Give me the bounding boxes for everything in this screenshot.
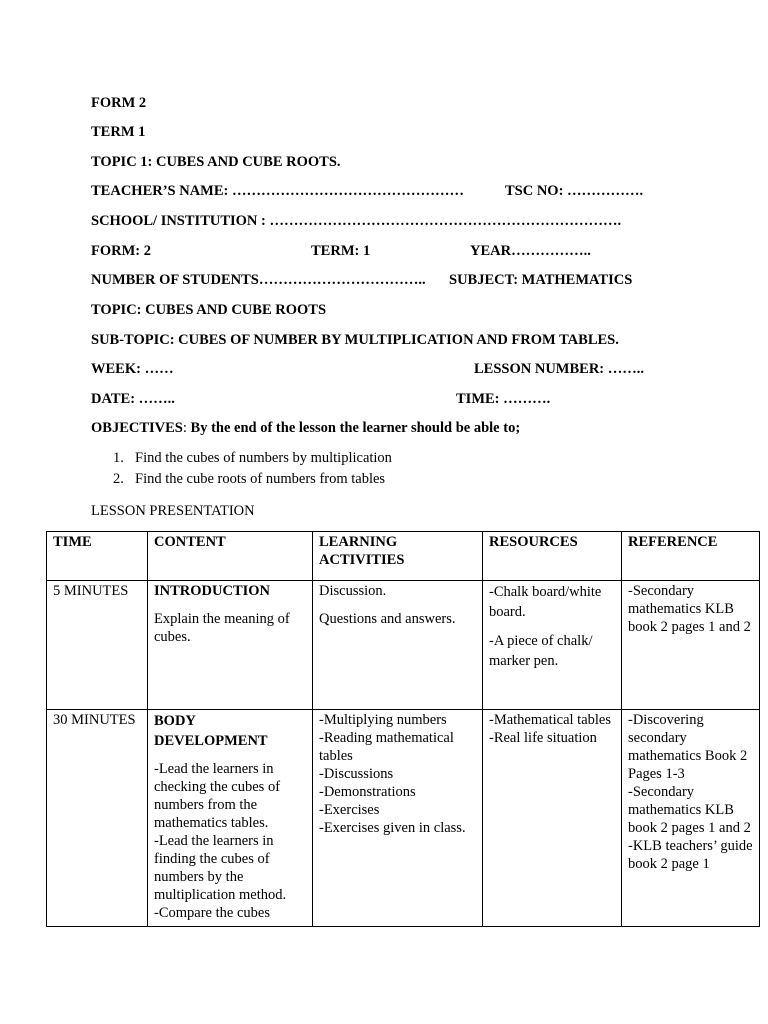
resource-item: -Real life situation [489, 730, 597, 746]
header-reference: REFERENCE [622, 532, 760, 581]
header-learning-activities: LEARNING ACTIVITIES [313, 532, 483, 581]
header-content: CONTENT [148, 532, 313, 581]
row-reference [622, 710, 760, 927]
form-heading: FORM 2 [91, 95, 147, 111]
header-time: TIME [47, 532, 148, 581]
reference-item: -Secondary mathematics KLB book 2 pages 1 and 2 [628, 583, 751, 635]
objective-text: Find the cubes of numbers by multiplication [135, 450, 392, 466]
activity-item: Discussion. [319, 583, 387, 599]
objectives-intro: By the end of the lesson the learner should be able to; [190, 420, 521, 436]
objective-number: 2. [113, 471, 124, 487]
row-content [148, 581, 313, 710]
row-resources [483, 710, 622, 927]
content-title: INTRODUCTION [154, 583, 271, 599]
objective-number: 1. [113, 450, 124, 466]
objective-item [113, 448, 392, 469]
term-heading: TERM 1 [91, 124, 146, 140]
reference-item: -KLB teachers’ guide book 2 page 1 [628, 838, 753, 872]
lesson-table [46, 531, 760, 927]
subject-field: SUBJECT: MATHEMATICS [449, 272, 633, 288]
lesson-number-field: LESSON NUMBER: …….. [474, 361, 644, 377]
week-field: WEEK: …… [91, 361, 174, 377]
activity-item: -Exercises given in class. [319, 820, 466, 836]
row-time: 5 MINUTES [47, 581, 148, 710]
row-activities [313, 581, 483, 710]
content-line: -Lead the learners in checking the cubes of numbers from the mathematics tables. [154, 761, 281, 831]
row-time: 30 MINUTES [47, 710, 148, 927]
content-line: -Compare the cubes [154, 905, 270, 921]
year-field: YEAR…………….. [470, 243, 591, 259]
students-field: NUMBER OF STUDENTS…………………………….. [91, 272, 426, 288]
resource-item: -A piece of chalk/ marker pen. [489, 633, 593, 669]
time-field: TIME: ………. [456, 391, 551, 407]
activity-item: -Demonstrations [319, 784, 416, 800]
reference-item: -Discovering secondary mathematics Book 2 Pages 1-3 [628, 712, 748, 782]
objectives-line [91, 419, 520, 437]
content-line: -Lead the learners in finding the cubes of numbers by the multiplication method. [154, 833, 287, 903]
activity-item: Questions and answers. [319, 611, 456, 627]
row-activities [313, 710, 483, 927]
table-row [47, 710, 760, 927]
table-header-row [47, 532, 760, 581]
subtopic-field: SUB-TOPIC: CUBES OF NUMBER BY MULTIPLICATION AND FROM TABLES. [91, 332, 619, 348]
objective-item [113, 469, 392, 490]
form-field: FORM: 2 [91, 243, 151, 259]
objectives-colon: : [182, 420, 191, 436]
reference-item: -Secondary mathematics KLB book 2 pages 1 and 2 [628, 784, 751, 836]
activity-item: -Multiplying numbers [319, 712, 447, 728]
header-resources: RESOURCES [483, 532, 622, 581]
objective-text: Find the cube roots of numbers from tables [135, 471, 386, 487]
activity-item: -Discussions [319, 766, 394, 782]
topic-heading: TOPIC 1: CUBES AND CUBE ROOTS. [91, 154, 341, 170]
activity-item: -Reading mathematical tables [319, 730, 454, 764]
row-content [148, 710, 313, 927]
teacher-name-field: TEACHER’S NAME: ………………………………………… [91, 183, 464, 199]
tsc-no-field: TSC NO: ……………. [505, 183, 644, 199]
content-text: Explain the meaning of cubes. [154, 611, 290, 645]
topic-field: TOPIC: CUBES AND CUBE ROOTS [91, 302, 327, 318]
table-row [47, 581, 760, 710]
resource-item: -Chalk board/white board. [489, 584, 602, 620]
row-reference [622, 581, 760, 710]
objectives-list [113, 448, 392, 490]
term-field: TERM: 1 [311, 243, 371, 259]
school-field: SCHOOL/ INSTITUTION : ………………………………………………………………. [91, 213, 622, 229]
row-resources [483, 581, 622, 710]
lesson-presentation-label: LESSON PRESENTATION [91, 503, 255, 519]
activity-item: -Exercises [319, 802, 380, 818]
objectives-label: OBJECTIVES [91, 420, 183, 436]
date-field: DATE: …….. [91, 391, 175, 407]
resource-item: -Mathematical tables [489, 712, 611, 728]
content-title: BODY DEVELOPMENT [154, 713, 268, 749]
